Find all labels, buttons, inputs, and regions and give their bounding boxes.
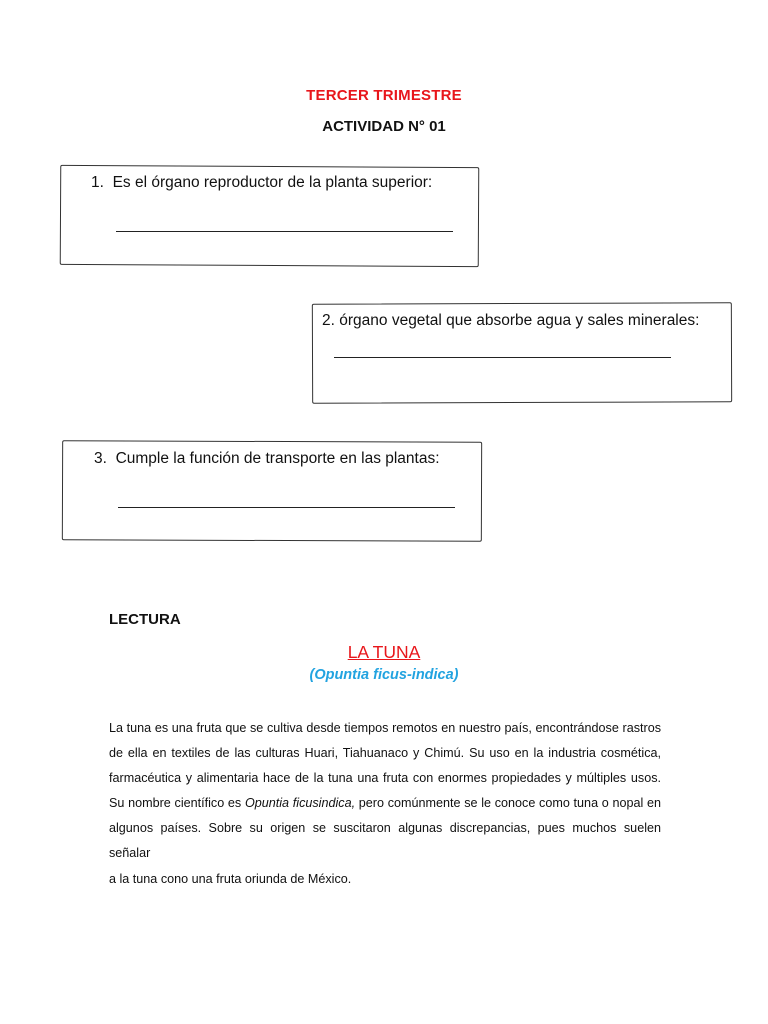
- paragraph-line: a la tuna cono una fruta oriunda de México.: [109, 871, 352, 886]
- paragraph-line: La tuna es una fruta que se cultiva desde tiempos remotos en nuestro país, encontrándose rastros: [109, 721, 661, 735]
- question-2-number: 2.: [322, 312, 335, 329]
- reading-title-wrap: [0, 642, 768, 663]
- scientific-name: (Opuntia ficus-indica): [309, 667, 459, 683]
- question-2-text: órgano vegetal que absorbe agua y sales minerales:: [339, 312, 700, 329]
- answer-line-2[interactable]: [334, 357, 671, 358]
- question-3: [94, 450, 440, 468]
- paragraph-line: farmacéutica y alimentaria hace de la tuna una fruta con enormes propiedades y múltiples usos.: [109, 771, 661, 786]
- scientific-name-suffix: pero comúnmente se le conoce como tuna o nopal en: [358, 796, 662, 811]
- activity-title: ACTIVIDAD N° 01: [322, 118, 446, 135]
- answer-line-3[interactable]: [118, 507, 455, 508]
- paragraph-line: algunos países. Sobre su origen se suscitaron algunas discrepancias, pues muchos suelen señalar: [109, 821, 661, 861]
- question-1-number: 1.: [91, 174, 104, 191]
- paragraph-line: [109, 791, 661, 816]
- reading-title: LA TUNA: [347, 642, 421, 662]
- answer-line-1[interactable]: [116, 231, 453, 232]
- question-1-text: Es el órgano reproductor de la planta superior:: [112, 174, 433, 191]
- question-3-text: Cumple la función de transporte en las plantas:: [115, 450, 440, 467]
- trimester-title: TERCER TRIMESTRE: [306, 87, 462, 104]
- reading-label: LECTURA: [109, 611, 181, 628]
- scientific-name-inline: Opuntia ficusindica,: [244, 796, 356, 811]
- question-2: [322, 312, 699, 330]
- question-3-number: 3.: [94, 450, 107, 467]
- question-1: [91, 174, 432, 192]
- scientific-name-prefix: Su nombre científico es: [109, 796, 242, 811]
- reading-paragraph: [109, 716, 661, 892]
- paragraph-line: de ella en textiles de las culturas Huari, Tiahuanaco y Chimú. Su uso en la industria cosmética,: [109, 746, 661, 761]
